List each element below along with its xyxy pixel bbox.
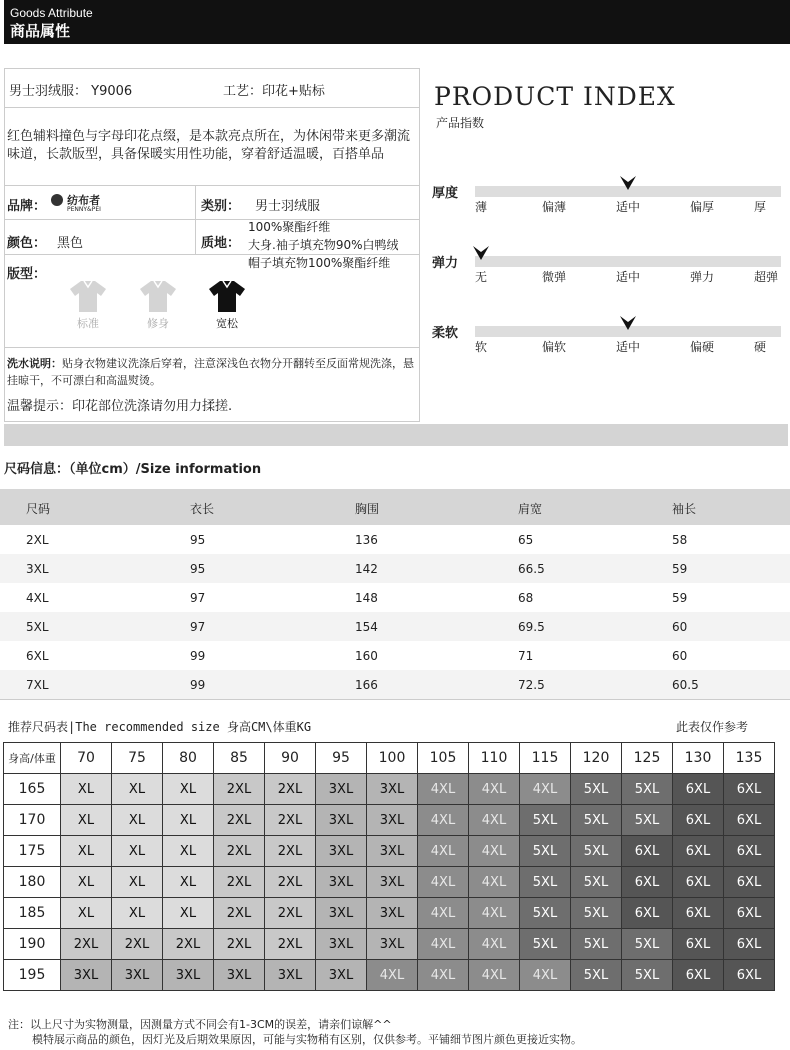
height-header: 185 — [4, 898, 61, 929]
size-cell: 2XL — [214, 805, 265, 836]
size-cell: 68 — [518, 591, 534, 605]
size-cell: 95 — [190, 533, 206, 547]
size-cell: 5XL — [520, 867, 571, 898]
size-cell: 4XL — [469, 960, 520, 991]
divider — [195, 186, 196, 219]
divider-band — [4, 424, 788, 446]
size-cell: 148 — [355, 591, 378, 605]
height-header: 165 — [4, 774, 61, 805]
size-col-header: 衣长 — [190, 502, 215, 516]
size-cell: 6XL — [622, 867, 673, 898]
size-cell: 71 — [518, 649, 534, 663]
brand-logo-sub: PENNY&PEI — [67, 206, 101, 213]
size-cell: 2XL — [265, 774, 316, 805]
size-cell: 5XL — [520, 898, 571, 929]
size-cell: 5XL — [571, 774, 622, 805]
size-cell: 3XL — [112, 960, 163, 991]
scale-bar — [475, 256, 781, 267]
size-cell: 3XL — [367, 867, 418, 898]
size-cell: 5XL — [571, 836, 622, 867]
brand-logo-text: 纺布者 — [67, 194, 101, 207]
size-cell: XL — [61, 867, 112, 898]
table-row — [4, 805, 775, 836]
size-cell: 3XL — [316, 960, 367, 991]
material-line: 大身.袖子填充物90%白鸭绒 — [248, 238, 399, 252]
table-row — [0, 583, 790, 612]
height-header: 190 — [4, 929, 61, 960]
scale-tick-label: 偏软 — [542, 340, 567, 354]
weight-header: 90 — [265, 743, 316, 774]
size-cell: 3XL — [163, 960, 214, 991]
size-cell: 3XL — [367, 774, 418, 805]
size-cell: 6XL — [673, 867, 724, 898]
material-line: 100%聚酯纤维 — [248, 220, 331, 234]
size-cell: 3XL — [316, 898, 367, 929]
weight-header: 70 — [61, 743, 112, 774]
size-cell: 58 — [672, 533, 688, 547]
size-cell: 4XL — [520, 774, 571, 805]
size-cell: XL — [61, 774, 112, 805]
brand-logo — [51, 192, 111, 213]
brand-label: 品牌： — [7, 199, 47, 214]
size-cell: 4XL — [418, 929, 469, 960]
size-cell: 4XL — [418, 960, 469, 991]
footer-line2: 模特展示商品的颜色，因灯光及后期效果原因，可能与实物稍有区别，仅供参考。平铺细节图片颜色更接近实物。 — [32, 1033, 582, 1046]
divider — [195, 220, 196, 254]
scale-tick-label: 偏厚 — [690, 200, 715, 214]
scale-tick-label: 无 — [475, 270, 488, 284]
size-cell: 5XL — [571, 898, 622, 929]
color-value: 黑色 — [57, 236, 84, 251]
size-cell: XL — [112, 867, 163, 898]
size-cell: 3XL — [316, 867, 367, 898]
size-cell: XL — [163, 898, 214, 929]
weight-header: 95 — [316, 743, 367, 774]
footer-note — [8, 1017, 582, 1047]
size-cell: 3XL — [61, 960, 112, 991]
size-cell: 2XL — [265, 898, 316, 929]
size-cell: 97 — [190, 620, 206, 634]
scale-tick-label: 弹力 — [690, 270, 715, 284]
scale-tick-label: 适中 — [616, 200, 641, 214]
size-col-header: 袖长 — [672, 502, 697, 516]
scale-label: 柔软 — [432, 326, 459, 341]
size-cell: 60 — [672, 620, 688, 634]
size-cell: 60 — [672, 649, 688, 663]
size-cell: 3XL — [316, 929, 367, 960]
size-cell: 160 — [355, 649, 378, 663]
size-cell: 59 — [672, 591, 688, 605]
product-index — [420, 68, 788, 420]
scale-marker-icon — [620, 176, 636, 190]
size-col-header: 尺码 — [26, 502, 51, 516]
size-cell: XL — [112, 774, 163, 805]
size-cell: 6XL — [673, 898, 724, 929]
size-cell: 69.5 — [518, 620, 545, 634]
size-cell: 2XL — [112, 929, 163, 960]
table-row — [4, 836, 775, 867]
size-cell: 4XL — [418, 867, 469, 898]
size-cell: XL — [163, 836, 214, 867]
weight-header: 105 — [418, 743, 469, 774]
size-cell: 4XL — [469, 836, 520, 867]
size-cell: 6XL — [724, 836, 775, 867]
fit-option-standard — [68, 279, 108, 331]
attribute-panel — [4, 68, 420, 422]
size-cell: 4XL — [469, 867, 520, 898]
size-cell: 6XL — [673, 960, 724, 991]
scale-tick-label: 偏薄 — [542, 200, 567, 214]
fit-label: 版型： — [7, 267, 47, 282]
fit-label-loose: 宽松 — [216, 317, 238, 330]
weight-header: 110 — [469, 743, 520, 774]
size-cell: 166 — [355, 678, 378, 692]
size-cell: 3XL — [367, 805, 418, 836]
size-cell: 6XL — [724, 929, 775, 960]
size-col-header: 胸围 — [355, 502, 380, 516]
scale-label: 弹力 — [432, 256, 459, 271]
size-cell: 3XL — [316, 774, 367, 805]
size-cell: 6XL — [622, 836, 673, 867]
divider — [0, 699, 790, 700]
weight-header: 120 — [571, 743, 622, 774]
table-row — [4, 960, 775, 991]
size-cell: 2XL — [265, 929, 316, 960]
size-cell: 6XL — [673, 805, 724, 836]
scale-marker-icon — [473, 246, 489, 260]
shirt-icon — [69, 279, 107, 313]
size-cell: XL — [61, 805, 112, 836]
size-cell: 5XL — [26, 620, 49, 634]
size-cell: 2XL — [265, 836, 316, 867]
size-cell: 5XL — [520, 805, 571, 836]
table-row — [4, 929, 775, 960]
size-table — [0, 489, 790, 700]
header-title-cn: 商品属性 — [10, 22, 71, 40]
header-title-en: Goods Attribute — [10, 6, 93, 20]
recommend-note: 此表仅作参考 — [676, 720, 749, 734]
recommend-header-row — [4, 743, 775, 774]
size-cell: 6XL — [724, 805, 775, 836]
fit-label-slim: 修身 — [147, 317, 169, 330]
size-cell: 5XL — [571, 867, 622, 898]
table-row — [0, 554, 790, 583]
size-cell: 97 — [190, 591, 206, 605]
weight-header: 100 — [367, 743, 418, 774]
size-table-header — [0, 489, 790, 525]
scale-tick-label: 适中 — [616, 270, 641, 284]
material-label: 质地： — [201, 236, 241, 251]
table-row — [0, 641, 790, 670]
size-cell: 136 — [355, 533, 378, 547]
recommend-heading: 推荐尺码表|The recommended size 身高CM\体重KG — [8, 720, 312, 734]
size-cell: XL — [61, 898, 112, 929]
weight-header: 130 — [673, 743, 724, 774]
size-cell: 5XL — [571, 929, 622, 960]
size-cell: 4XL — [520, 960, 571, 991]
brand-logo-icon — [51, 194, 63, 206]
category-label: 类别： — [201, 199, 241, 214]
product-name: 男士羽绒服： Y9006 — [9, 84, 133, 99]
size-cell: 2XL — [265, 805, 316, 836]
size-cell: 4XL — [418, 774, 469, 805]
size-cell: 6XL — [673, 929, 724, 960]
table-row — [0, 612, 790, 641]
size-cell: 3XL — [316, 805, 367, 836]
size-cell: XL — [112, 805, 163, 836]
size-cell: 5XL — [520, 929, 571, 960]
size-cell: 60.5 — [672, 678, 699, 692]
weight-header: 135 — [724, 743, 775, 774]
weight-header: 75 — [112, 743, 163, 774]
attr-row-brand — [5, 186, 419, 220]
shirt-icon — [208, 279, 246, 313]
size-cell: 6XL — [724, 960, 775, 991]
size-cell: XL — [112, 836, 163, 867]
size-cell: 4XL — [469, 929, 520, 960]
size-cell: 4XL — [418, 805, 469, 836]
table-row — [0, 525, 790, 554]
size-info-heading: 尺码信息：（单位cm）/Size information — [4, 462, 262, 477]
product-index-title: PRODUCT INDEX — [434, 82, 676, 111]
size-cell: 6XL — [724, 774, 775, 805]
recommend-corner: 身高/体重 — [4, 743, 61, 774]
height-header: 175 — [4, 836, 61, 867]
product-index-subtitle: 产品指数 — [436, 116, 485, 130]
description: 红色辅料撞色与字母印花点缀，是本款亮点所在，为休闲带来更多潮流味道，长款版型，具备保暖实用性功能，穿着舒适温暖，百搭单品 — [7, 129, 411, 162]
weight-header: 115 — [520, 743, 571, 774]
size-cell: XL — [163, 805, 214, 836]
size-cell: 2XL — [61, 929, 112, 960]
scale-tick-label: 厚 — [754, 200, 767, 214]
size-cell: 2XL — [214, 836, 265, 867]
weight-header: 80 — [163, 743, 214, 774]
fit-option-slim — [138, 279, 178, 331]
height-header: 195 — [4, 960, 61, 991]
size-cell: 4XL — [418, 836, 469, 867]
size-cell: 5XL — [622, 929, 673, 960]
size-cell: 2XL — [214, 774, 265, 805]
scale-marker-icon — [620, 316, 636, 330]
size-cell: 5XL — [622, 805, 673, 836]
shirt-icon — [139, 279, 177, 313]
size-cell: 5XL — [571, 960, 622, 991]
size-cell: 3XL — [265, 960, 316, 991]
size-cell: 6XL — [26, 649, 49, 663]
category-value: 男士羽绒服 — [255, 199, 321, 214]
warm-tip: 温馨提示：印花部位洗涤请勿用力揉搓. — [7, 399, 233, 414]
size-cell: 99 — [190, 678, 206, 692]
size-cell: 6XL — [673, 774, 724, 805]
size-cell: 154 — [355, 620, 378, 634]
size-cell: 5XL — [622, 960, 673, 991]
height-header: 180 — [4, 867, 61, 898]
size-cell: XL — [163, 774, 214, 805]
weight-header: 125 — [622, 743, 673, 774]
fit-option-loose — [207, 279, 247, 331]
size-cell: 95 — [190, 562, 206, 576]
size-cell: 6XL — [622, 898, 673, 929]
size-cell: 3XL — [367, 929, 418, 960]
size-cell: 5XL — [622, 774, 673, 805]
table-row — [4, 867, 775, 898]
size-col-header: 肩宽 — [518, 502, 543, 516]
size-cell: 4XL — [469, 805, 520, 836]
size-cell: 4XL — [418, 898, 469, 929]
size-cell: 65 — [518, 533, 534, 547]
size-cell: 6XL — [724, 898, 775, 929]
weight-header: 85 — [214, 743, 265, 774]
scale-tick-label: 薄 — [475, 200, 488, 214]
header-accent — [0, 0, 4, 44]
size-cell: 142 — [355, 562, 378, 576]
scale-label: 厚度 — [432, 186, 459, 201]
fit-label-standard: 标准 — [77, 317, 99, 330]
size-cell: 4XL — [469, 774, 520, 805]
size-cell: XL — [61, 836, 112, 867]
size-cell: 5XL — [571, 805, 622, 836]
attr-row-description — [5, 108, 419, 186]
size-cell: 3XL — [367, 836, 418, 867]
size-cell: 5XL — [520, 836, 571, 867]
table-row — [0, 670, 790, 699]
scale-tick-label: 适中 — [616, 340, 641, 354]
size-cell: 2XL — [214, 898, 265, 929]
size-cell: 2XL — [26, 533, 49, 547]
attr-row-name — [5, 69, 419, 108]
footer-line1: 注：以上尺寸为实物测量，因测量方式不同会有1-3CM的误差，请亲们谅解^^ — [8, 1018, 392, 1031]
size-cell: XL — [163, 867, 214, 898]
scale-tick-label: 超弹 — [754, 270, 779, 284]
scale-tick-label: 软 — [475, 340, 488, 354]
wash-instructions — [7, 355, 417, 389]
scale-tick-label: 硬 — [754, 340, 767, 354]
size-cell: 3XL — [316, 836, 367, 867]
size-cell: 2XL — [265, 867, 316, 898]
table-row — [4, 774, 775, 805]
size-cell: 3XL — [26, 562, 49, 576]
size-cell: 66.5 — [518, 562, 545, 576]
attr-row-color — [5, 220, 419, 270]
wash-label: 洗水说明： — [7, 357, 62, 370]
size-cell: 2XL — [214, 867, 265, 898]
size-cell: XL — [112, 898, 163, 929]
scale-tick-label: 微弹 — [542, 270, 567, 284]
size-cell: 7XL — [26, 678, 49, 692]
recommend-table — [3, 742, 775, 991]
size-cell: 3XL — [214, 960, 265, 991]
size-cell: 59 — [672, 562, 688, 576]
material-line: 帽子填充物100%聚酯纤维 — [248, 256, 391, 270]
size-cell: 72.5 — [518, 678, 545, 692]
size-cell: 4XL — [367, 960, 418, 991]
size-cell: 6XL — [724, 867, 775, 898]
table-row — [4, 898, 775, 929]
size-cell: 4XL — [26, 591, 49, 605]
section-header — [0, 0, 790, 44]
color-label: 颜色： — [7, 236, 47, 251]
size-cell: 99 — [190, 649, 206, 663]
craft: 工艺：印花+贴标 — [223, 84, 325, 99]
size-cell: 2XL — [214, 929, 265, 960]
height-header: 170 — [4, 805, 61, 836]
scale-tick-label: 偏硬 — [690, 340, 715, 354]
size-cell: 4XL — [469, 898, 520, 929]
size-cell: 2XL — [163, 929, 214, 960]
wash-text: 贴身衣物建议洗涤后穿着，注意深浅色衣物分开翻转至反面常规洗涤，悬挂晾干，不可漂白和高温熨烫。 — [7, 357, 414, 387]
size-cell: 6XL — [673, 836, 724, 867]
size-cell: 3XL — [367, 898, 418, 929]
